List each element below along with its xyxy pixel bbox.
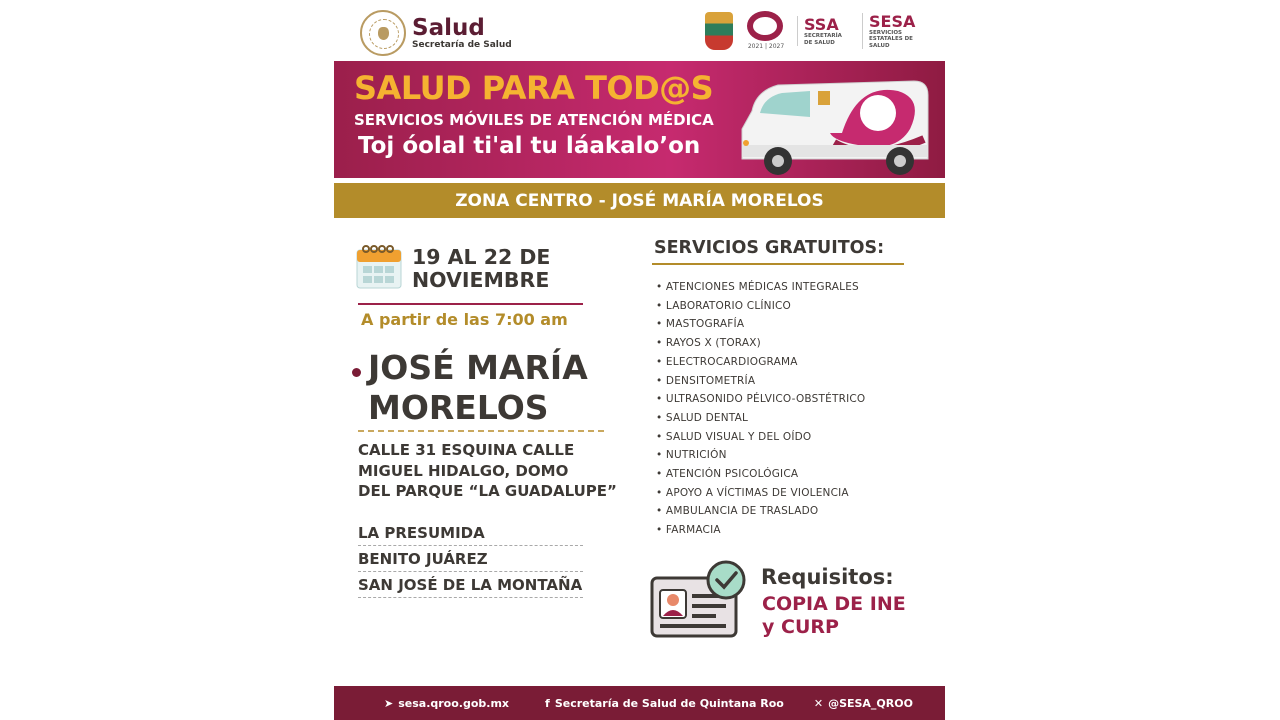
- banner-title: SALUD PARA TOD@S: [354, 69, 714, 107]
- x-icon: ✕: [813, 696, 824, 710]
- service-item: • DENSITOMETRÍA: [656, 374, 756, 387]
- brand-subtitle: Secretaría de Salud: [412, 40, 512, 50]
- service-item: • ELECTROCARDIOGRAMA: [656, 355, 798, 368]
- place-item: BENITO JUÁREZ: [358, 550, 583, 572]
- service-item: • NUTRICIÓN: [656, 449, 727, 462]
- sesa-logo: SESA SERVICIOS ESTATALES DE SALUD: [862, 13, 931, 50]
- service-item: • MASTOGRAFÍA: [656, 318, 745, 331]
- place-item: SAN JOSÉ DE LA MONTAÑA: [358, 576, 583, 598]
- zone-title: ZONA CENTRO - JOSÉ MARÍA MORELOS: [455, 190, 824, 211]
- requirements-label: Requisitos:: [761, 565, 894, 589]
- event-dates: 19 AL 22 DE NOVIEMBRE: [412, 245, 551, 292]
- divider: [358, 303, 583, 305]
- service-item: • FARMACIA: [656, 524, 721, 537]
- footer-facebook[interactable]: f Secretaría de Salud de Quintana Roo: [545, 696, 784, 710]
- requirements-docs: COPIA DE INE y CURP: [762, 593, 906, 638]
- services-title: SERVICIOS GRATUITOS:: [654, 238, 885, 258]
- service-item: • ULTRASONIDO PÉLVICO-OBSTÉTRICO: [656, 393, 866, 406]
- ssa-logo: SSA SECRETARÍA DE SALUD: [797, 16, 850, 46]
- service-item: • SALUD DENTAL: [656, 411, 749, 424]
- cursor-icon: ➤: [384, 696, 394, 710]
- service-item: • ATENCIONES MÉDICAS INTEGRALES: [656, 281, 859, 293]
- id-card-check-icon: [650, 560, 746, 640]
- calendar-icon: [356, 244, 402, 290]
- event-time: A partir de las 7:00 am: [361, 310, 568, 329]
- partner-logos: [705, 8, 931, 54]
- footer-website[interactable]: ➤ sesa.qroo.gob.mx: [384, 696, 510, 710]
- quintana-roo-shield-icon: [705, 12, 733, 50]
- banner-maya-text: Toj óolal ti'al tu láakalo’on: [358, 133, 701, 159]
- event-address: CALLE 31 ESQUINA CALLE MIGUEL HIDALGO, DOMO DEL PARQUE “LA GUADALUPE”: [358, 441, 617, 500]
- mobile-clinic-van-icon: [738, 73, 932, 177]
- divider: [652, 263, 904, 265]
- salud-logo: [360, 8, 512, 58]
- poster: [334, 0, 945, 720]
- bullet-dot-icon: [352, 368, 361, 377]
- services-list: [656, 278, 865, 540]
- location-title: JOSÉ MARÍA MORELOS: [368, 348, 588, 427]
- brand-name: Salud: [412, 15, 485, 41]
- national-seal-icon: [360, 10, 406, 56]
- zone-bar: [334, 183, 945, 218]
- service-item: • AMBULANCIA DE TRASLADO: [656, 505, 819, 518]
- divider: [358, 430, 604, 432]
- service-item: • APOYO A VÍCTIMAS DE VIOLENCIA: [656, 486, 849, 499]
- q-years: 2021 | 2027: [747, 43, 785, 50]
- footer-x[interactable]: ✕ @SESA_QROO: [813, 696, 913, 710]
- q-logo-icon: [745, 11, 785, 51]
- service-item: • SALUD VISUAL Y DEL OÍDO: [656, 430, 812, 443]
- banner-subtitle: SERVICIOS MÓVILES DE ATENCIÓN MÉDICA: [354, 111, 714, 129]
- place-item: LA PRESUMIDA: [358, 524, 583, 546]
- service-item: • ATENCIÓN PSICOLÓGICA: [656, 468, 799, 481]
- service-item: • RAYOS X (TORAX): [656, 337, 761, 350]
- service-item: • LABORATORIO CLÍNICO: [656, 299, 792, 312]
- footer: [334, 686, 945, 720]
- facebook-icon: f: [545, 696, 550, 710]
- hero-banner: [334, 61, 945, 178]
